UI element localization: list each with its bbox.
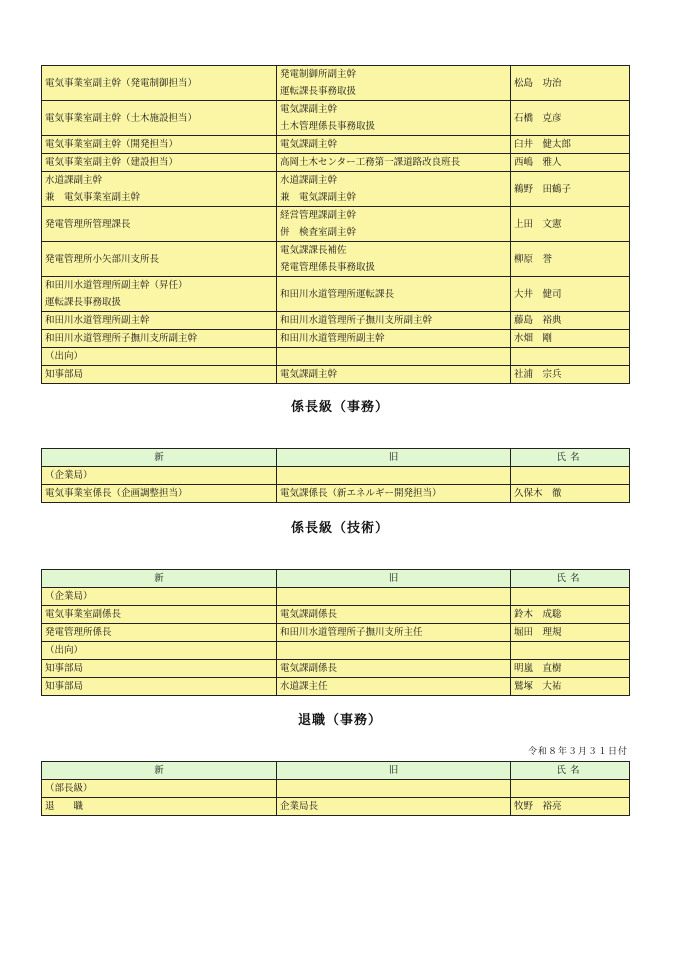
- cell-text: 兼 電気事業室副主幹: [45, 192, 141, 203]
- person-name-cell: 久保木 徹: [511, 485, 630, 503]
- old-position-cell: [277, 312, 511, 330]
- table-row: [42, 467, 630, 485]
- section-title-kakaricho-gijutsu: 係長級（技術）: [290, 521, 389, 536]
- cell-text: 電気課係長（新エネルギー開発担当）: [280, 488, 442, 499]
- table-row: [42, 277, 630, 312]
- table-row: [42, 207, 630, 242]
- table-row: [42, 678, 630, 696]
- table-row: [42, 366, 630, 384]
- person-name-cell: 鈴木 成聡: [511, 606, 630, 624]
- effective-date: 令和８年３月３１日付: [527, 747, 628, 757]
- person-name-cell: [511, 467, 630, 485]
- section-title-taishoku-jimu: 退職（事務）: [297, 713, 382, 728]
- new-position-cell: [42, 606, 277, 624]
- cell-text: 電気課副主幹: [280, 139, 338, 150]
- old-position-cell: [277, 660, 511, 678]
- header-row: [42, 570, 630, 588]
- table-row: [42, 660, 630, 678]
- cell-text: 和田川水道管理所副主幹: [45, 315, 150, 326]
- person-name-cell: 鷲塚 大祐: [511, 678, 630, 696]
- cell-text: 電気事業室副主幹（土木施設担当）: [45, 112, 198, 124]
- new-position-cell: [42, 312, 277, 330]
- new-position-cell: [42, 660, 277, 678]
- cell-text: 発電制御所副主幹: [280, 69, 357, 80]
- cell-text: 退 職: [45, 801, 84, 812]
- table-row: [42, 242, 630, 277]
- cell-text: 電気課課長補佐: [280, 245, 347, 256]
- cell-text: 兼 電気課副主幹: [280, 192, 357, 203]
- person-name-cell: [511, 642, 630, 660]
- section-title-kakaricho-jimu: 係長級（事務）: [290, 400, 389, 415]
- cell-text: 発電管理係長事務取扱: [280, 262, 376, 273]
- cell-text: 電気事業室副係長: [45, 609, 122, 620]
- person-name-cell: [511, 348, 630, 366]
- cell-text: 電気課副係長: [280, 663, 338, 674]
- cell-text: 運転課長事務取扱: [280, 86, 357, 97]
- person-name-cell: 鵜野 田鶴子: [511, 172, 630, 207]
- table-row: [42, 66, 630, 101]
- person-name-cell: 臼井 健太郎: [511, 136, 630, 154]
- cell-text: 土木管理係長事務取扱: [280, 121, 376, 132]
- appointment-table-1: [41, 65, 630, 384]
- old-position-cell: [277, 678, 511, 696]
- cell-text: 水道課副主幹: [280, 175, 338, 186]
- new-position-cell: [42, 154, 277, 172]
- old-position-cell: [277, 467, 511, 485]
- cell-text: （企業局）: [45, 470, 93, 481]
- cell-text: 和田川水道管理所副主幹（昇任）: [45, 280, 188, 291]
- table-row: [42, 588, 630, 606]
- cell-text: 水道課副主幹: [45, 175, 103, 186]
- table-row: [42, 485, 630, 503]
- new-position-cell: [42, 330, 277, 348]
- old-position-cell: [277, 642, 511, 660]
- header-new: 新: [42, 762, 277, 780]
- person-name-cell: 明嵐 直樹: [511, 660, 630, 678]
- cell-text: 電気課副係長: [280, 609, 338, 620]
- table-row: [42, 798, 630, 816]
- header-row: [42, 762, 630, 780]
- header-name: 氏名: [511, 449, 630, 467]
- person-name-cell: 柳原 誉: [511, 242, 630, 277]
- cell-text: 運転課長事務取扱: [45, 297, 122, 308]
- header-new: 新: [42, 570, 277, 588]
- cell-text: 和田川水道管理所子撫川支所主任: [280, 627, 423, 638]
- old-position-cell: [277, 101, 511, 136]
- old-position-cell: [277, 348, 511, 366]
- person-name-cell: 松島 功治: [511, 66, 630, 101]
- person-name-cell: 水畑 剛: [511, 330, 630, 348]
- person-name-cell: 大井 健司: [511, 277, 630, 312]
- header-old: 旧: [277, 570, 511, 588]
- cell-text: 和田川水道管理所副主幹: [280, 333, 385, 344]
- old-position-cell: [277, 485, 511, 503]
- cell-text: 電気課副主幹: [280, 369, 338, 380]
- cell-text: 経営管理課副主幹: [280, 210, 357, 221]
- cell-text: （企業局）: [45, 591, 93, 602]
- old-position-cell: [277, 136, 511, 154]
- new-position-cell: [42, 780, 277, 798]
- table-row: [42, 330, 630, 348]
- appointment-table-4: [41, 761, 630, 816]
- cell-text: 知事部局: [45, 681, 84, 692]
- new-position-cell: [42, 207, 277, 242]
- new-position-cell: [42, 136, 277, 154]
- old-position-cell: [277, 606, 511, 624]
- header-row: [42, 449, 630, 467]
- new-position-cell: [42, 798, 277, 816]
- table-row: [42, 348, 630, 366]
- old-position-cell: [277, 798, 511, 816]
- table-1-body: [42, 66, 630, 384]
- old-position-cell: [277, 277, 511, 312]
- cell-text: 和田川水道管理所子撫川支所副主幹: [45, 333, 198, 344]
- old-position-cell: [277, 154, 511, 172]
- table-row: [42, 606, 630, 624]
- cell-text: 知事部局: [45, 663, 84, 674]
- header-old: 旧: [277, 449, 511, 467]
- table-2-body: [42, 467, 630, 503]
- new-position-cell: [42, 366, 277, 384]
- person-name-cell: 牧野 裕亮: [511, 798, 630, 816]
- cell-text: 電気事業室副主幹（建設担当）: [45, 157, 179, 168]
- old-position-cell: [277, 624, 511, 642]
- cell-text: 併 検査室副主幹: [280, 227, 357, 238]
- cell-text: （出向）: [45, 351, 84, 362]
- cell-text: 発電管理所管理課長: [45, 218, 131, 230]
- cell-text: （部長級）: [45, 783, 93, 794]
- new-position-cell: [42, 588, 277, 606]
- new-position-cell: [42, 172, 277, 207]
- new-position-cell: [42, 101, 277, 136]
- appointment-table-3: [41, 569, 630, 696]
- person-name-cell: 上田 文憲: [511, 207, 630, 242]
- cell-text: 知事部局: [45, 369, 84, 380]
- person-name-cell: [511, 780, 630, 798]
- cell-text: 企業局長: [280, 801, 319, 812]
- person-name-cell: 堀田 理規: [511, 624, 630, 642]
- cell-text: 電気課副主幹: [280, 104, 338, 115]
- person-name-cell: 藤島 裕典: [511, 312, 630, 330]
- cell-text: 高岡土木センター工務第一課道路改良班長: [280, 157, 461, 168]
- appointment-table-2: [41, 448, 630, 503]
- new-position-cell: [42, 467, 277, 485]
- table-4-body: [42, 780, 630, 816]
- new-position-cell: [42, 642, 277, 660]
- new-position-cell: [42, 624, 277, 642]
- cell-text: 発電管理所小矢部川支所長: [45, 253, 160, 265]
- new-position-cell: [42, 678, 277, 696]
- header-new: 新: [42, 449, 277, 467]
- table-row: [42, 642, 630, 660]
- table-row: [42, 172, 630, 207]
- table-row: [42, 312, 630, 330]
- table-row: [42, 136, 630, 154]
- old-position-cell: [277, 207, 511, 242]
- new-position-cell: [42, 277, 277, 312]
- cell-text: （出向）: [45, 645, 84, 656]
- header-name: 氏名: [511, 570, 630, 588]
- table-3-body: [42, 588, 630, 696]
- cell-text: 電気事業室副主幹（開発担当）: [45, 139, 179, 150]
- person-name-cell: [511, 588, 630, 606]
- table-row: [42, 101, 630, 136]
- cell-text: 和田川水道管理所子撫川支所副主幹: [280, 315, 433, 326]
- cell-text: 電気事業室副主幹（発電制御担当）: [45, 77, 198, 89]
- header-name: 氏名: [511, 762, 630, 780]
- new-position-cell: [42, 348, 277, 366]
- old-position-cell: [277, 780, 511, 798]
- new-position-cell: [42, 242, 277, 277]
- old-position-cell: [277, 588, 511, 606]
- table-row: [42, 624, 630, 642]
- new-position-cell: [42, 485, 277, 503]
- table-row: [42, 780, 630, 798]
- person-name-cell: 社浦 宗兵: [511, 366, 630, 384]
- old-position-cell: [277, 366, 511, 384]
- old-position-cell: [277, 66, 511, 101]
- old-position-cell: [277, 242, 511, 277]
- header-old: 旧: [277, 762, 511, 780]
- old-position-cell: [277, 330, 511, 348]
- cell-text: 和田川水道管理所運転課長: [280, 288, 395, 300]
- cell-text: 電気事業室係長（企画調整担当）: [45, 488, 188, 499]
- person-name-cell: 石橋 克彦: [511, 101, 630, 136]
- old-position-cell: [277, 172, 511, 207]
- table-row: [42, 154, 630, 172]
- cell-text: 水道課主任: [280, 681, 328, 692]
- cell-text: 発電管理所係長: [45, 627, 112, 638]
- new-position-cell: [42, 66, 277, 101]
- person-name-cell: 西嶋 雅人: [511, 154, 630, 172]
